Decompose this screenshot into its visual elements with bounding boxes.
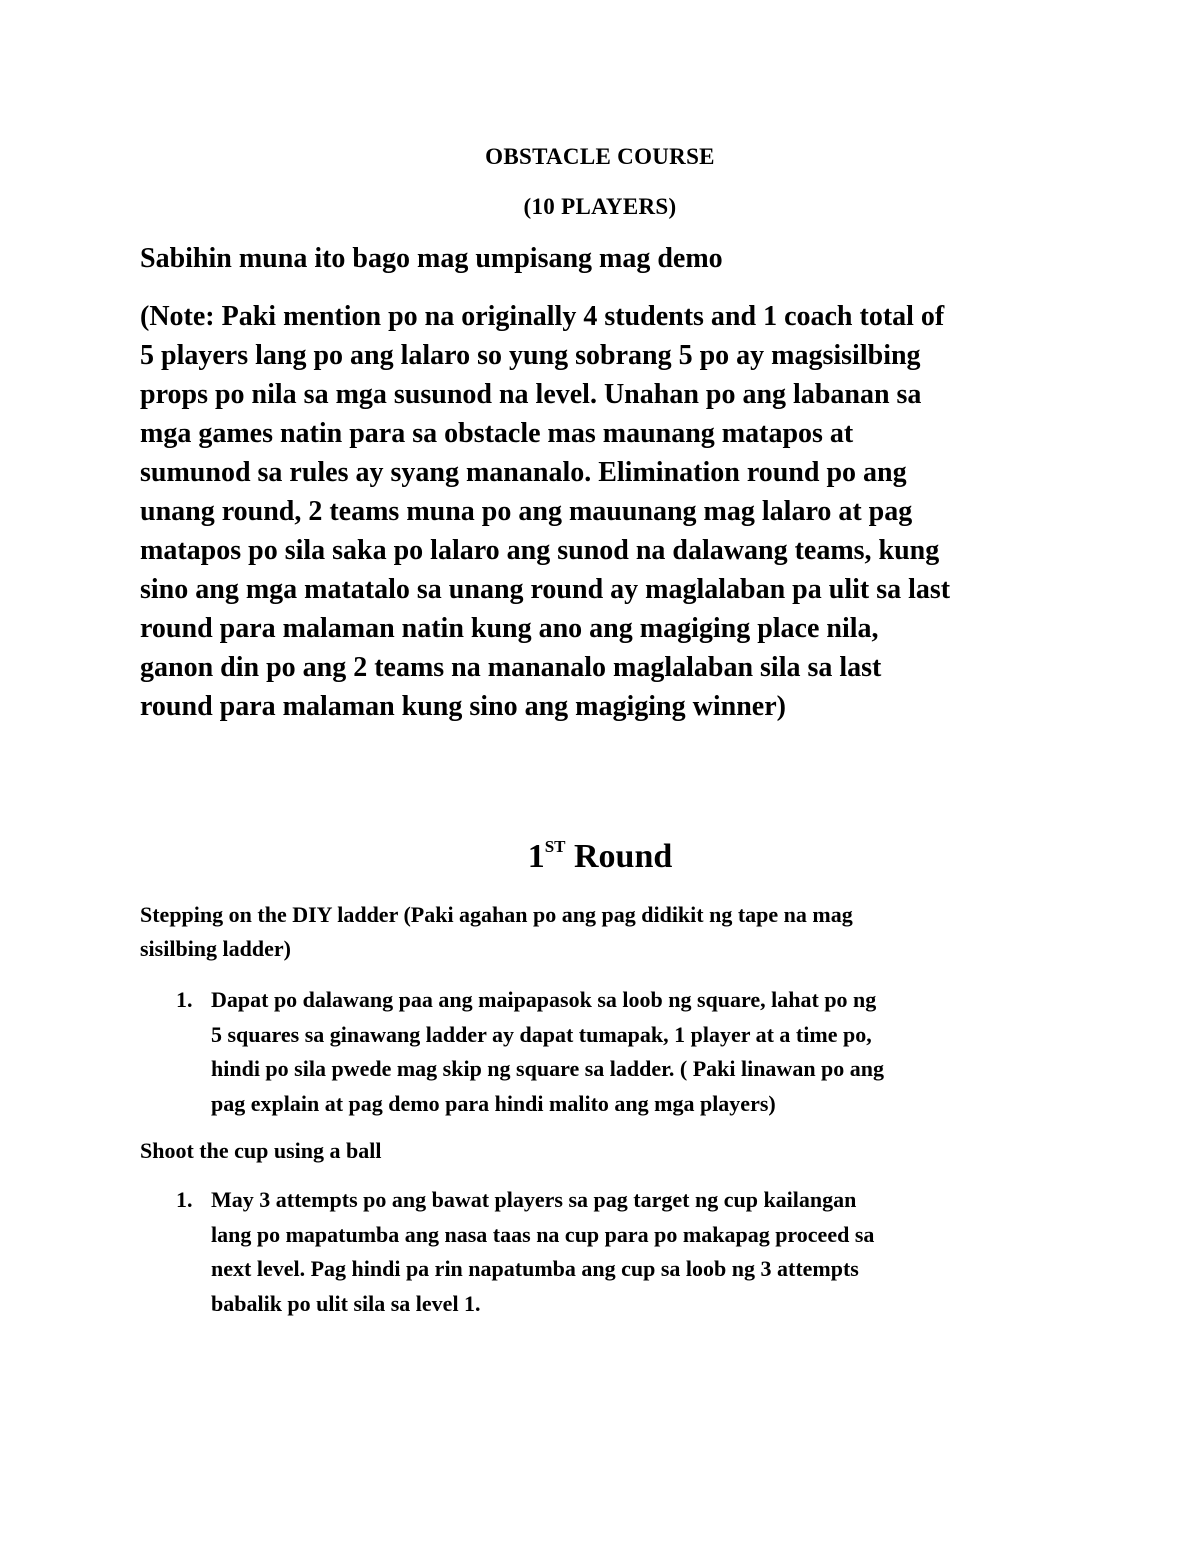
round-label: Round [574, 838, 673, 875]
intro-line: Sabihin muna ito bago mag umpisang mag demo [140, 243, 723, 274]
section-heading-shoot-cup [140, 1134, 1080, 1168]
note-line: sino ang mga matatalo sa unang round ay maglalaban pa ulit sa last [140, 574, 951, 605]
note-line: unang round, 2 teams muna po ang mauunang mag lalaro at pag [140, 496, 913, 527]
list-item-text [211, 983, 1091, 1121]
section-heading-line: Shoot the cup using a ball [140, 1138, 382, 1163]
section-heading-line: Stepping on the DIY ladder (Paki agahan po ang pag didikit ng tape na mag [140, 902, 853, 927]
list-item-line: May 3 attempts po ang bawat players sa pag target ng cup kailangan [211, 1187, 857, 1212]
note-line: (Note: Paki mention po na originally 4 students and 1 coach total of [140, 301, 945, 332]
list-item-line: Dapat po dalawang paa ang maipapasok sa loob ng square, lahat po ng [211, 987, 877, 1012]
list-item-line: pag explain at pag demo para hindi malito ang mga players) [211, 1090, 776, 1116]
note-line: props po nila sa mga susunod na level. Unahan po ang labanan sa [140, 379, 922, 410]
list-item-line: 5 squares sa ginawang ladder ay dapat tumapak, 1 player at a time po, [211, 1021, 872, 1047]
note-line: round para malaman kung sino ang magiging winner) [140, 691, 786, 722]
note-line: round para malaman natin kung ano ang magiging place nila, [140, 613, 879, 644]
note-paragraph [140, 297, 1070, 726]
round-number: 1 [527, 838, 545, 875]
round-heading [0, 838, 1200, 876]
section-heading-ladder [140, 898, 1080, 966]
list-item-line: babalik po ulit sila sa level 1. [211, 1290, 481, 1316]
section-heading-line: sisilbing ladder) [140, 936, 291, 961]
note-line: sumunod sa rules ay syang mananalo. Elimination round po ang [140, 457, 907, 488]
note-line: 5 players lang po ang lalaro so yung sobrang 5 po ay magsisilbing [140, 340, 921, 371]
list-item-number: 1. [176, 1187, 193, 1212]
round-ordinal-suffix: ST [544, 837, 566, 856]
document-subtitle: (10 PLAYERS) [523, 194, 677, 219]
list-item-line: hindi po sila pwede mag skip ng square sa ladder. ( Paki linawan po ang [211, 1056, 885, 1081]
document-title: OBSTACLE COURSE [485, 144, 715, 169]
note-line: matapos po sila saka po lalaro ang sunod na dalawang teams, kung [140, 535, 940, 566]
list-item-line: next level. Pag hindi pa rin napatumba ang cup sa loob ng 3 attempts [211, 1256, 859, 1281]
list-item-line: lang po mapatumba ang nasa taas na cup para po makapag proceed sa [211, 1221, 875, 1247]
note-line: mga games natin para sa obstacle mas maunang matapos at [140, 418, 854, 449]
note-line: ganon din po ang 2 teams na mananalo maglalaban sila sa last [140, 652, 882, 683]
list-item-text [211, 1183, 1091, 1321]
list-item-number: 1. [176, 987, 193, 1012]
